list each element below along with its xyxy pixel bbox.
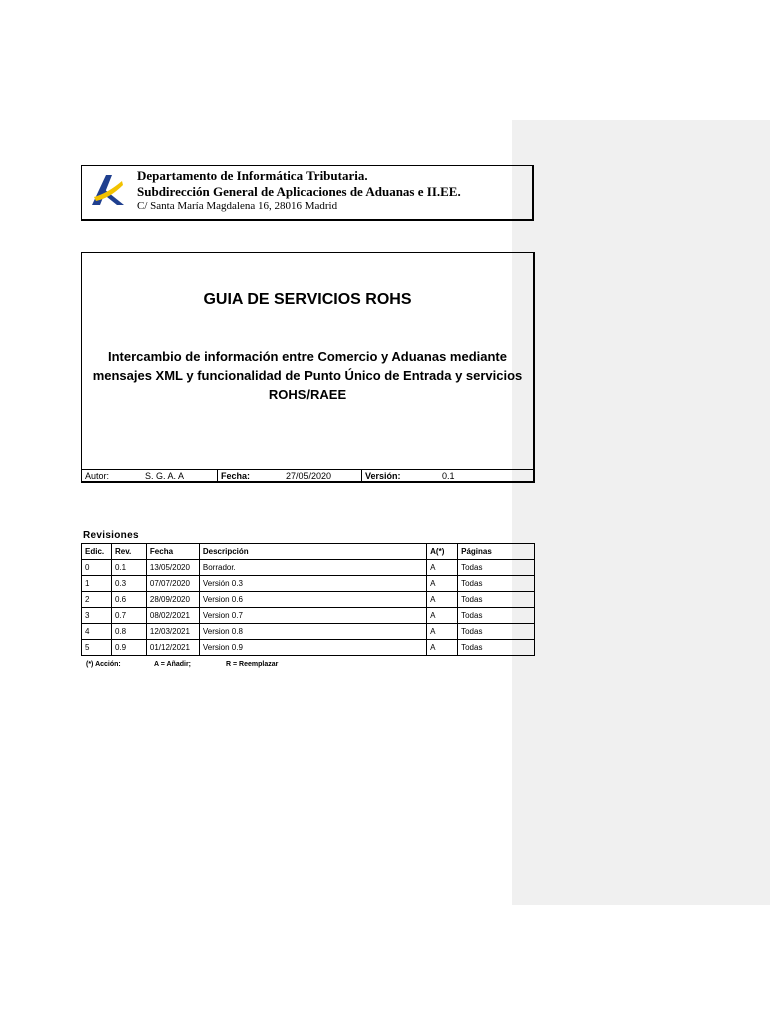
cell-rev: 0.6 <box>111 592 146 608</box>
cell-edic: 5 <box>82 640 112 656</box>
cell-descripcion: Borrador. <box>199 560 426 576</box>
legend-action: (*) Acción: <box>86 661 121 668</box>
cell-accion: A <box>427 608 458 624</box>
cell-accion: A <box>427 560 458 576</box>
date-label: Fecha: <box>221 471 251 481</box>
org-address: C/ Santa María Magdalena 16, 28016 Madrid <box>137 200 338 212</box>
cell-edic: 3 <box>82 608 112 624</box>
table-row <box>82 640 535 656</box>
legend-replace: R = Reemplazar <box>226 661 279 668</box>
document-title: GUIA DE SERVICIOS ROHS <box>203 291 412 308</box>
col-fecha: Fecha <box>146 544 199 560</box>
document-subtitle: Intercambio de información entre Comercio y Aduanas mediante mensajes XML y funcionalidad de Punto Único de Entrada y servicios ROHS/RAEE <box>92 349 523 402</box>
cell-paginas: Todas <box>458 576 535 592</box>
cell-rev: 0.1 <box>111 560 146 576</box>
table-row <box>82 576 535 592</box>
revisions-table <box>81 543 535 656</box>
cell-fecha: 07/07/2020 <box>146 576 199 592</box>
cover-box <box>81 252 535 483</box>
table-header-row <box>82 544 535 560</box>
org-line2: Subdirección General de Aplicaciones de Aduanas e II.EE. <box>137 184 461 199</box>
cell-rev: 0.7 <box>111 608 146 624</box>
comment-pane <box>512 120 770 905</box>
letterhead <box>81 165 534 221</box>
table-row <box>82 608 535 624</box>
cell-paginas: Todas <box>458 560 535 576</box>
revisions-title: Revisiones <box>83 530 139 541</box>
cell-fecha: 01/12/2021 <box>146 640 199 656</box>
cell-descripcion: Versión 0.3 <box>199 576 426 592</box>
date-value: 27/05/2020 <box>286 471 332 481</box>
cell-edic: 0 <box>82 560 112 576</box>
version-label: Versión: <box>365 471 401 481</box>
cell-descripcion: Version 0.6 <box>199 592 426 608</box>
cell-rev: 0.8 <box>111 624 146 640</box>
cell-edic: 2 <box>82 592 112 608</box>
cell-fecha: 28/09/2020 <box>146 592 199 608</box>
table-row <box>82 624 535 640</box>
legend-add: A = Añadir; <box>154 661 192 668</box>
version-value: 0.1 <box>442 471 455 481</box>
author-value: S. G. A. A <box>145 471 185 481</box>
author-label: Autor: <box>85 471 110 481</box>
cell-accion: A <box>427 576 458 592</box>
cell-edic: 4 <box>82 624 112 640</box>
col-accion: A(*) <box>427 544 458 560</box>
cell-rev: 0.9 <box>111 640 146 656</box>
cell-paginas: Todas <box>458 640 535 656</box>
cell-rev: 0.3 <box>111 576 146 592</box>
cell-accion: A <box>427 640 458 656</box>
cell-paginas: Todas <box>458 592 535 608</box>
cell-fecha: 08/02/2021 <box>146 608 199 624</box>
col-descripcion: Descripción <box>199 544 426 560</box>
cell-accion: A <box>427 624 458 640</box>
cell-edic: 1 <box>82 576 112 592</box>
agencia-tributaria-logo-icon <box>90 171 126 209</box>
document-meta-row <box>82 469 533 484</box>
cell-fecha: 13/05/2020 <box>146 560 199 576</box>
cell-descripcion: Version 0.7 <box>199 608 426 624</box>
org-line1: Departamento de Informática Tributaria. <box>137 168 368 183</box>
cell-descripcion: Version 0.9 <box>199 640 426 656</box>
table-row <box>82 560 535 576</box>
cell-fecha: 12/03/2021 <box>146 624 199 640</box>
col-rev: Rev. <box>111 544 146 560</box>
table-row <box>82 592 535 608</box>
cell-accion: A <box>427 592 458 608</box>
col-edic: Edic. <box>82 544 112 560</box>
cell-paginas: Todas <box>458 624 535 640</box>
cell-paginas: Todas <box>458 608 535 624</box>
col-paginas: Páginas <box>458 544 535 560</box>
cell-descripcion: Version 0.8 <box>199 624 426 640</box>
